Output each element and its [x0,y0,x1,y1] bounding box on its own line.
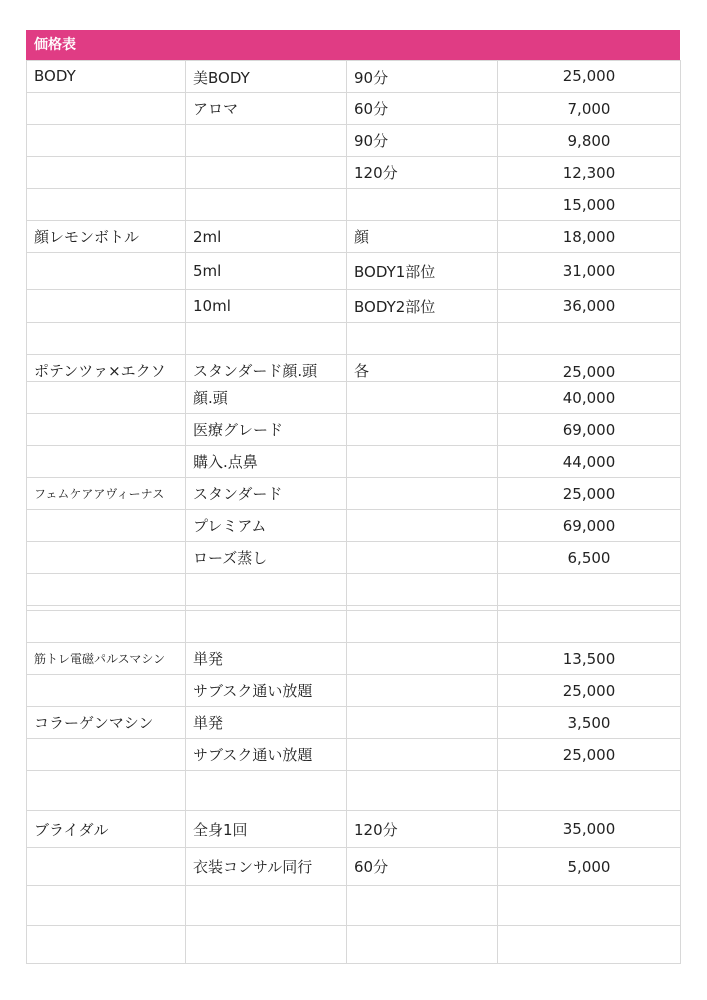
cell-price: 31,000 [498,253,681,290]
cell-item: アロマ [186,93,347,125]
cell-price: 40,000 [498,382,681,414]
cell-price: 36,000 [498,290,681,323]
table-row [27,323,681,355]
cell-category [27,382,186,414]
cell-item [186,771,347,811]
cell-category [27,739,186,771]
cell-detail: 90分 [347,61,498,93]
cell-item: 美BODY [186,61,347,93]
cell-category [27,446,186,478]
cell-item: スタンダード [186,478,347,510]
cell-item [186,323,347,355]
table-row [27,886,681,926]
cell-detail [347,189,498,221]
table-row [27,707,681,739]
cell-detail [347,382,498,414]
cell-detail: 120分 [347,157,498,189]
cell-item: 医療グレード [186,414,347,446]
cell-detail [347,478,498,510]
price-table-header: 価格表 [26,30,680,60]
table-row [27,93,681,125]
cell-detail [347,323,498,355]
cell-price: 35,000 [498,811,681,848]
cell-price: 25,000 [498,739,681,771]
table-row [27,61,681,93]
cell-price [498,574,681,606]
table-row [27,478,681,510]
table-row [27,675,681,707]
cell-detail [347,446,498,478]
cell-detail: BODY2部位 [347,290,498,323]
cell-item: 2ml [186,221,347,253]
cell-price: 12,300 [498,157,681,189]
cell-detail [347,926,498,964]
cell-detail: 60分 [347,93,498,125]
cell-item: 単発 [186,707,347,739]
cell-price [498,771,681,811]
cell-category [27,675,186,707]
table-row [27,510,681,542]
table-row [27,355,681,382]
table-row [27,189,681,221]
cell-price: 44,000 [498,446,681,478]
table-row [27,926,681,964]
cell-category: ポテンツァ×エクソ [27,355,186,382]
cell-category [27,125,186,157]
cell-item: 顔.頭 [186,382,347,414]
cell-item [186,574,347,606]
cell-category: フェムケアアヴィーナス [27,478,186,510]
table-row [27,446,681,478]
cell-detail: 120分 [347,811,498,848]
cell-detail [347,542,498,574]
cell-price [498,611,681,643]
cell-item [186,886,347,926]
cell-detail: 90分 [347,125,498,157]
cell-category [27,290,186,323]
cell-category [27,414,186,446]
price-table [26,60,681,964]
cell-category [27,848,186,886]
table-row [27,848,681,886]
cell-item: プレミアム [186,510,347,542]
cell-category [27,926,186,964]
cell-category [27,323,186,355]
cell-price [498,886,681,926]
cell-detail: 顔 [347,221,498,253]
cell-detail [347,739,498,771]
cell-item [186,926,347,964]
cell-detail [347,675,498,707]
cell-price: 9,800 [498,125,681,157]
cell-price: 15,000 [498,189,681,221]
cell-price: 5,000 [498,848,681,886]
cell-price: 69,000 [498,510,681,542]
cell-detail [347,707,498,739]
cell-item [186,611,347,643]
cell-price: 3,500 [498,707,681,739]
cell-price: 7,000 [498,93,681,125]
cell-price: 69,000 [498,414,681,446]
table-row [27,221,681,253]
price-sheet [26,30,680,964]
table-row [27,414,681,446]
cell-price: 13,500 [498,643,681,675]
cell-price: 6,500 [498,542,681,574]
cell-detail [347,510,498,542]
cell-price [498,323,681,355]
cell-item [186,189,347,221]
cell-category [27,886,186,926]
cell-category [27,253,186,290]
table-row [27,771,681,811]
cell-detail [347,643,498,675]
cell-category [27,93,186,125]
cell-item: ローズ蒸し [186,542,347,574]
table-row [27,542,681,574]
cell-detail [347,414,498,446]
cell-item: スタンダード顔.頭 [186,355,347,382]
cell-item: 衣装コンサル同行 [186,848,347,886]
cell-price: 25,000 [498,478,681,510]
cell-price: 18,000 [498,221,681,253]
cell-category [27,157,186,189]
cell-category [27,771,186,811]
cell-detail [347,574,498,606]
cell-category [27,542,186,574]
cell-item: サブスク通い放題 [186,739,347,771]
table-row [27,157,681,189]
table-row [27,643,681,675]
table-row [27,611,681,643]
cell-item: 購入.点鼻 [186,446,347,478]
cell-detail: 各 [347,355,498,382]
cell-detail: 60分 [347,848,498,886]
cell-item: 単発 [186,643,347,675]
cell-category [27,189,186,221]
cell-price [498,926,681,964]
cell-category: コラーゲンマシン [27,707,186,739]
price-table-body [27,61,681,964]
cell-detail [347,611,498,643]
table-row [27,811,681,848]
cell-item: 全身1回 [186,811,347,848]
cell-item: 5ml [186,253,347,290]
cell-price: 25,000 [498,61,681,93]
cell-item [186,157,347,189]
cell-price: 25,000 [498,675,681,707]
cell-category: ブライダル [27,811,186,848]
table-row [27,253,681,290]
cell-category: BODY [27,61,186,93]
cell-category [27,574,186,606]
cell-category: 顔レモンボトル [27,221,186,253]
cell-item: サブスク通い放題 [186,675,347,707]
table-row [27,382,681,414]
cell-category [27,611,186,643]
cell-category: 筋トレ電磁パルスマシン [27,643,186,675]
table-row [27,739,681,771]
cell-item [186,125,347,157]
table-row [27,125,681,157]
table-row [27,290,681,323]
cell-detail: BODY1部位 [347,253,498,290]
cell-detail [347,771,498,811]
cell-item: 10ml [186,290,347,323]
table-row [27,574,681,606]
cell-price: 25,000 [498,355,681,382]
cell-category [27,510,186,542]
cell-detail [347,886,498,926]
